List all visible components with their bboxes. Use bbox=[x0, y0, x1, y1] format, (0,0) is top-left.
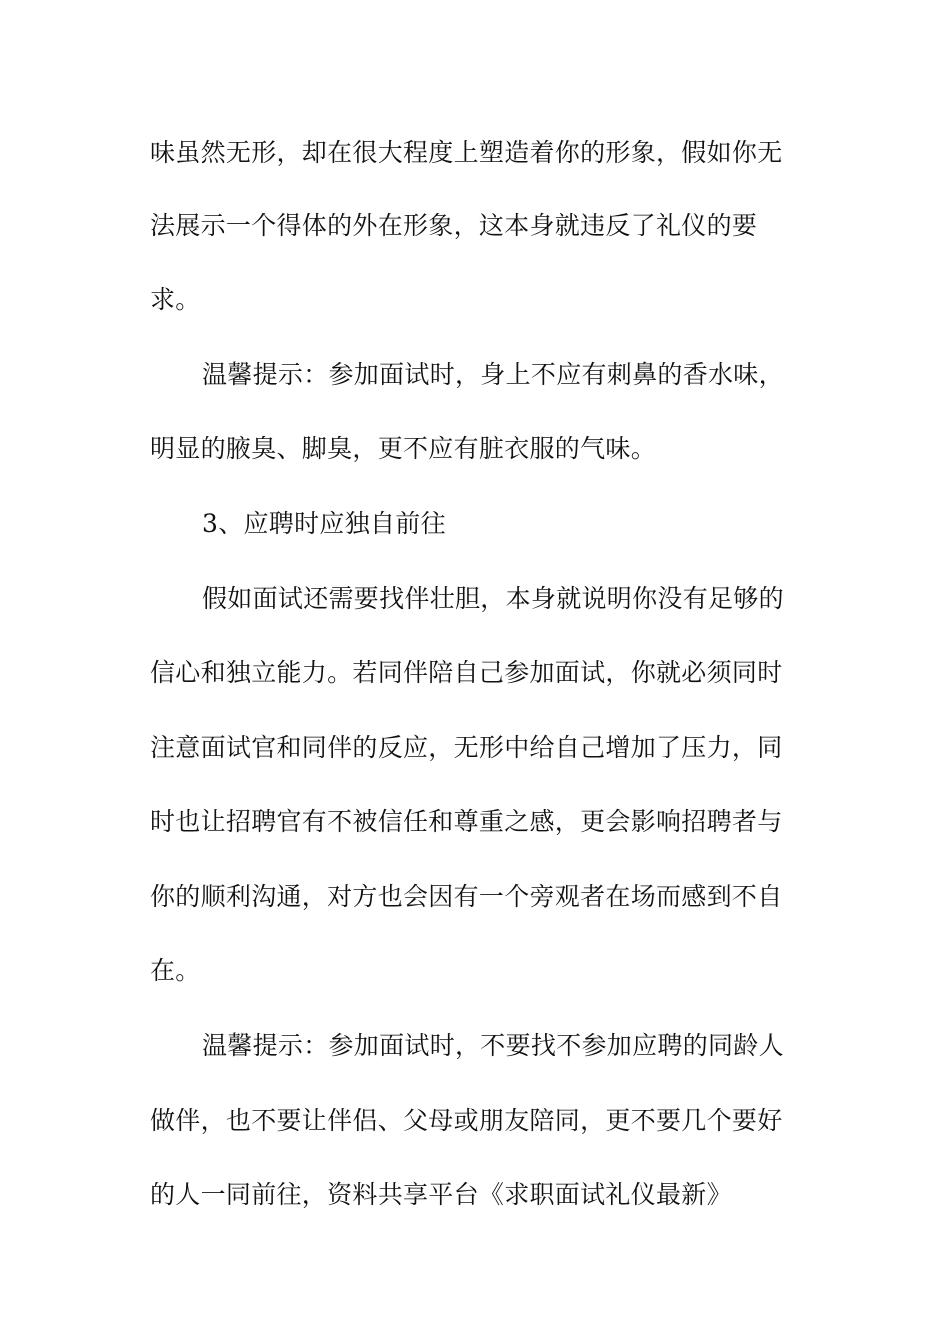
tip-line: 温馨提示：参加面试时，不要找不参加应聘的同龄人 bbox=[202, 1031, 784, 1060]
tip-line: 温馨提示：参加面试时，身上不应有刺鼻的香水味， bbox=[202, 360, 784, 389]
tip-line: 做伴，也不要让伴侣、父母或朋友陪同，更不要几个要好 bbox=[150, 1106, 783, 1135]
paragraph-line: 你的顺利沟通，对方也会因有一个旁观者在场而感到不自 bbox=[150, 882, 783, 911]
paragraph-line: 时也让招聘官有不被信任和尊重之感，更会影响招聘者与 bbox=[150, 807, 783, 836]
paragraph-line: 信心和独立能力。若同伴陪自己参加面试，你就必须同时 bbox=[150, 658, 783, 687]
paragraph-line: 味虽然无形，却在很大程度上塑造着你的形象，假如你无 bbox=[150, 138, 783, 167]
paragraph-line: 法展示一个得体的外在形象，这本身就违反了礼仪的要 bbox=[150, 211, 758, 240]
tip-line: 的人一同前往，资料共享平台《求职面试礼仪最新》 bbox=[150, 1180, 732, 1209]
paragraph-line: 假如面试还需要找伴壮胆，本身就说明你没有足够的 bbox=[202, 584, 784, 613]
paragraph-line: 求。 bbox=[150, 285, 201, 314]
paragraph-line: 在。 bbox=[150, 956, 201, 985]
section-heading: 3、应聘时应独自前往 bbox=[202, 509, 446, 538]
paragraph-line: 注意面试官和同伴的反应，无形中给自己增加了压力，同 bbox=[150, 733, 783, 762]
tip-line: 明显的腋臭、脚臭，更不应有脏衣服的气味。 bbox=[150, 434, 657, 463]
